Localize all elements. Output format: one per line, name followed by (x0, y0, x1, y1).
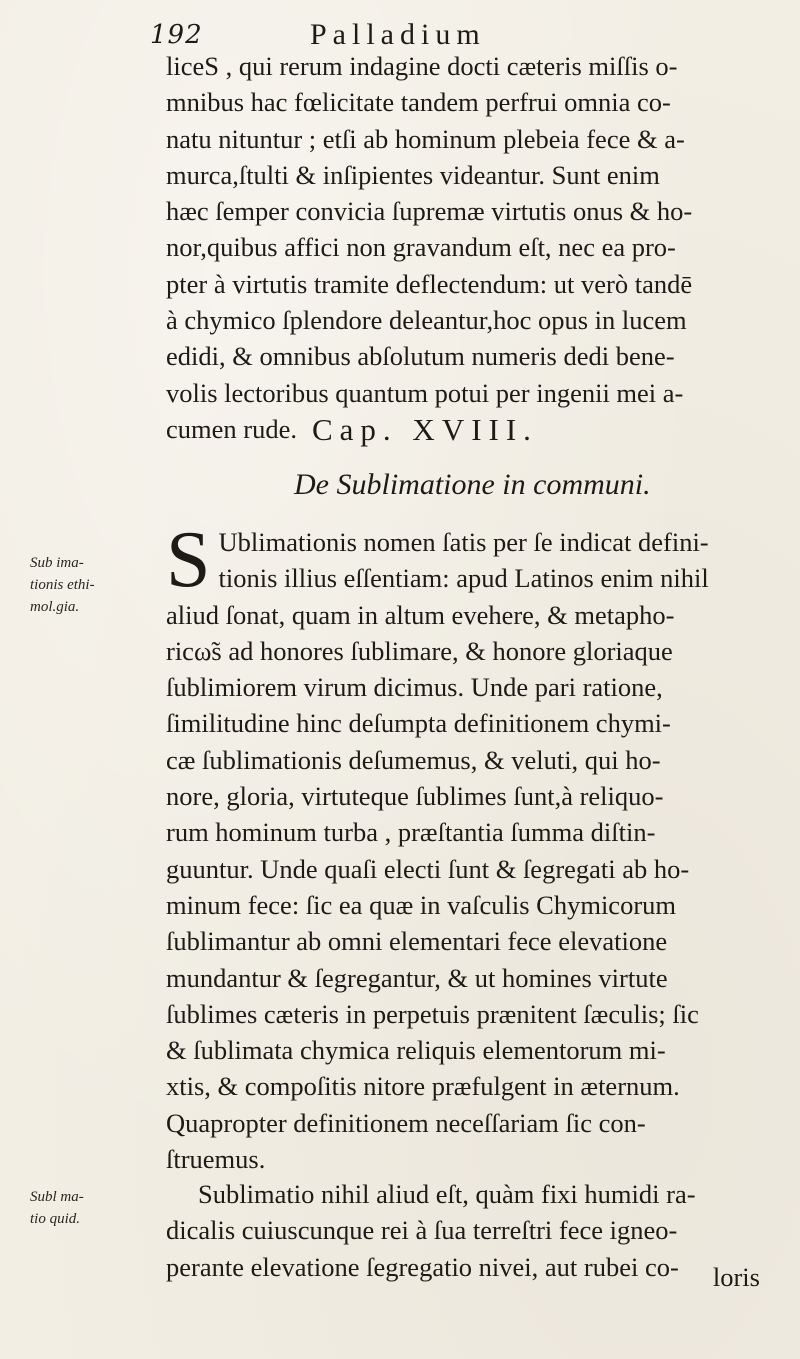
text-line: dicalis cuiuscunque rei à ſua terreſtri fece igneo- (166, 1215, 678, 1246)
text-line: cumen rude. (166, 413, 297, 444)
text-line: Ublimationis nomen ſatis per ſe indicat defini- (218, 527, 709, 557)
text-line: aliud ſonat, quam in altum evehere, & metapho- (166, 599, 675, 630)
margin-note-line: tionis ethi- (30, 577, 95, 593)
body-text-top (166, 48, 788, 447)
text-line: natu nituntur ; etſi ab hominum plebeia fece & a- (166, 123, 685, 154)
text-line: xtis, & compoſitis nitore præfulgent in æternum. (166, 1071, 680, 1102)
margin-note-line: mol.gia. (30, 599, 80, 615)
page-number: 192 (150, 20, 203, 50)
text-line: minum fece: ſic ea quæ in vaſculis Chymicorum (166, 889, 677, 920)
text-line: à chymico ſplendore deleantur,hoc opus in lucem (166, 305, 687, 336)
definition-paragraph (166, 1176, 788, 1285)
text-line: guuntur. Unde quaſi electi ſunt & ſegregati ab ho- (166, 853, 690, 884)
text-line: Sublimatio nihil aliud eſt, quàm fixi humidi ra- (198, 1179, 696, 1209)
text-line: ſublimantur ab omni elementari fece elevatione (166, 926, 668, 957)
margin-note-line: tio quid. (30, 1211, 81, 1227)
margin-note-line: Sub ima- (30, 555, 84, 571)
section-paragraph (166, 516, 788, 1177)
text-line: cæ ſublimationis deſumemus, & veluti, qui ho- (166, 744, 661, 775)
text-line: Quapropter definitionem neceſſariam ſic con- (166, 1107, 646, 1138)
text-line: hæc ſemper convicia ſupremæ virtutis onus & ho- (166, 196, 693, 227)
text-line: & ſublimata chymica reliquis elementorum mi- (166, 1035, 666, 1066)
text-line: nore, gloria, virtuteque ſublimes ſunt,à reliquo- (166, 781, 664, 812)
text-line: ſublimes cæteris in perpetuis prænitent ſæculis; ſic (166, 998, 699, 1029)
text-line: nor,quibus affici non gravandum eſt, nec ea pro- (166, 232, 676, 263)
text-line: edidi, & omnibus abſolutum numeris dedi bene- (166, 341, 675, 372)
margin-note-line: Subl ma- (30, 1189, 84, 1205)
text-line: ſtruemus. (166, 1144, 266, 1175)
running-head: Palladium (310, 18, 486, 51)
margin-note-1 (30, 552, 140, 618)
text-line: murca,ſtulti & inſipientes videantur. Sunt enim (166, 159, 660, 190)
text-line: mnibus hac fœlicitate tandem perfrui omnia co- (166, 87, 671, 118)
text-line: volis lectoribus quantum potui per ingenii mei a- (166, 377, 684, 408)
text-line: pter à virtutis tramite deflectendum: ut verò tandē (166, 268, 693, 299)
drop-cap: S (166, 516, 211, 604)
text-line: liceS , qui rerum indagine docti cæteris miſſis o- (166, 51, 678, 81)
text-line: ſimilitudine hinc deſumpta definitionem chymi- (166, 708, 671, 739)
catchword: loris (712, 1262, 760, 1292)
text-line: mundantur & ſegregantur, & ut homines virtute (166, 962, 668, 993)
text-line: tionis illius eſſentiam: apud Latinos enim nihil (218, 563, 709, 594)
text-line: perante elevatione ſegregatio nivei, aut rubei co- (166, 1251, 679, 1282)
margin-note-2 (30, 1186, 140, 1230)
chapter-heading: Cap. XVIII. (312, 412, 538, 447)
text-line: rum hominum turba , præſtantia ſumma diſtin- (166, 817, 656, 848)
text-line: ſublimiorem virum dicimus. Unde pari ratione, (166, 672, 663, 703)
text-line: ricω̃s ad honores ſublimare, & honore gloriaque (166, 635, 673, 666)
chapter-subtitle: De Sublimatione in communi. (294, 468, 651, 501)
